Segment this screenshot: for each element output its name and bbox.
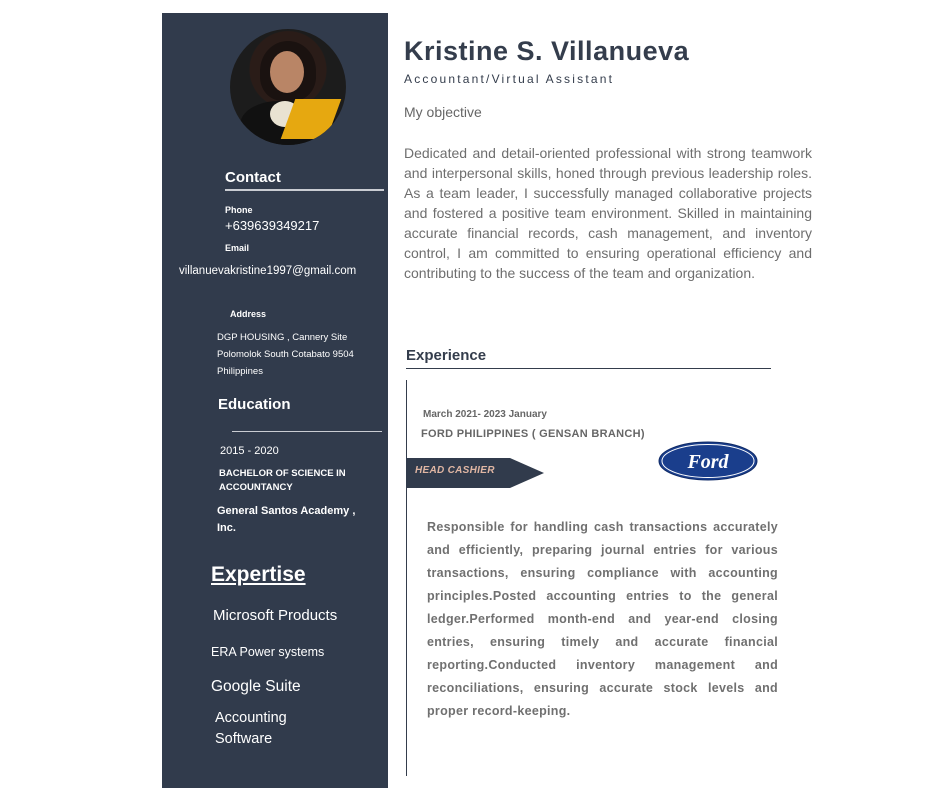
expertise-item-4-line-2: Software [215,731,273,747]
job-date: March 2021- 2023 January [423,409,547,420]
job-duties: Responsible for handling cash transactions accurately and efficiently, preparing journal entries for various transactions, ensuring compliance with accounting principles.Posted accounting entries to the general ledger.Performed month-end and year-end closing entries, ensuring timely and accurate financial reporting.Conducted inventory management and reconciliations, ensuring accurate stock levels and proper record-keeping. [427,520,778,718]
expertise-item-1: Microsoft Products [213,607,338,624]
job-position: HEAD CASHIER [415,465,495,476]
ford-logo [658,441,758,481]
address-line-3: Philippines [217,366,263,377]
expertise-heading: Expertise [211,563,306,586]
address-line-2: Polomolok South Cotabato 9504 [217,349,354,360]
email-label: Email [225,243,250,253]
job-company: FORD PHILIPPINES ( GENSAN BRANCH) [421,428,645,440]
degree-line-2: ACCOUNTANCY [219,482,293,493]
profile-photo [230,29,346,145]
experience-heading: Experience [406,347,487,364]
candidate-role: Accountant/Virtual Assistant [404,72,615,86]
address-line-1: DGP HOUSING , Cannery Site [217,332,348,343]
expertise-item-3: Google Suite [211,678,301,695]
phone-label: Phone [225,205,253,215]
sidebar [162,13,388,788]
candidate-name: Kristine S. Villanueva [404,36,690,66]
education-divider [232,431,382,432]
address-label: Address [230,309,267,319]
expertise-item-2: ERA Power systems [211,645,325,659]
contact-heading: Contact [225,169,281,186]
objective-title: My objective [404,104,482,120]
education-years: 2015 - 2020 [220,445,279,457]
school-line-1: General Santos Academy , [217,505,356,517]
expertise-item-4-line-1: Accounting [215,710,287,726]
contact-divider [225,189,384,191]
email-value: villanuevakristine1997@gmail.com [179,265,357,277]
timeline-line [406,380,407,776]
school-line-2: Inc. [217,522,236,534]
education-heading: Education [218,396,291,413]
ford-logo-text: Ford [687,451,729,473]
degree-line-1: BACHELOR OF SCIENCE IN [219,468,346,479]
phone-value: +639639349217 [225,218,320,233]
objective-text: Dedicated and detail-oriented professional with strong teamwork and interpersonal skills, honed through previous leadership roles. As a team leader, I successfully managed collaborative projects and fostered a positive team environment. Skilled in maintaining accurate financial records, cash management, and inventory control, I am committed to ensuring operational efficiency and contributing to the success of the team and organization. [404,145,812,281]
experience-divider [406,368,771,369]
